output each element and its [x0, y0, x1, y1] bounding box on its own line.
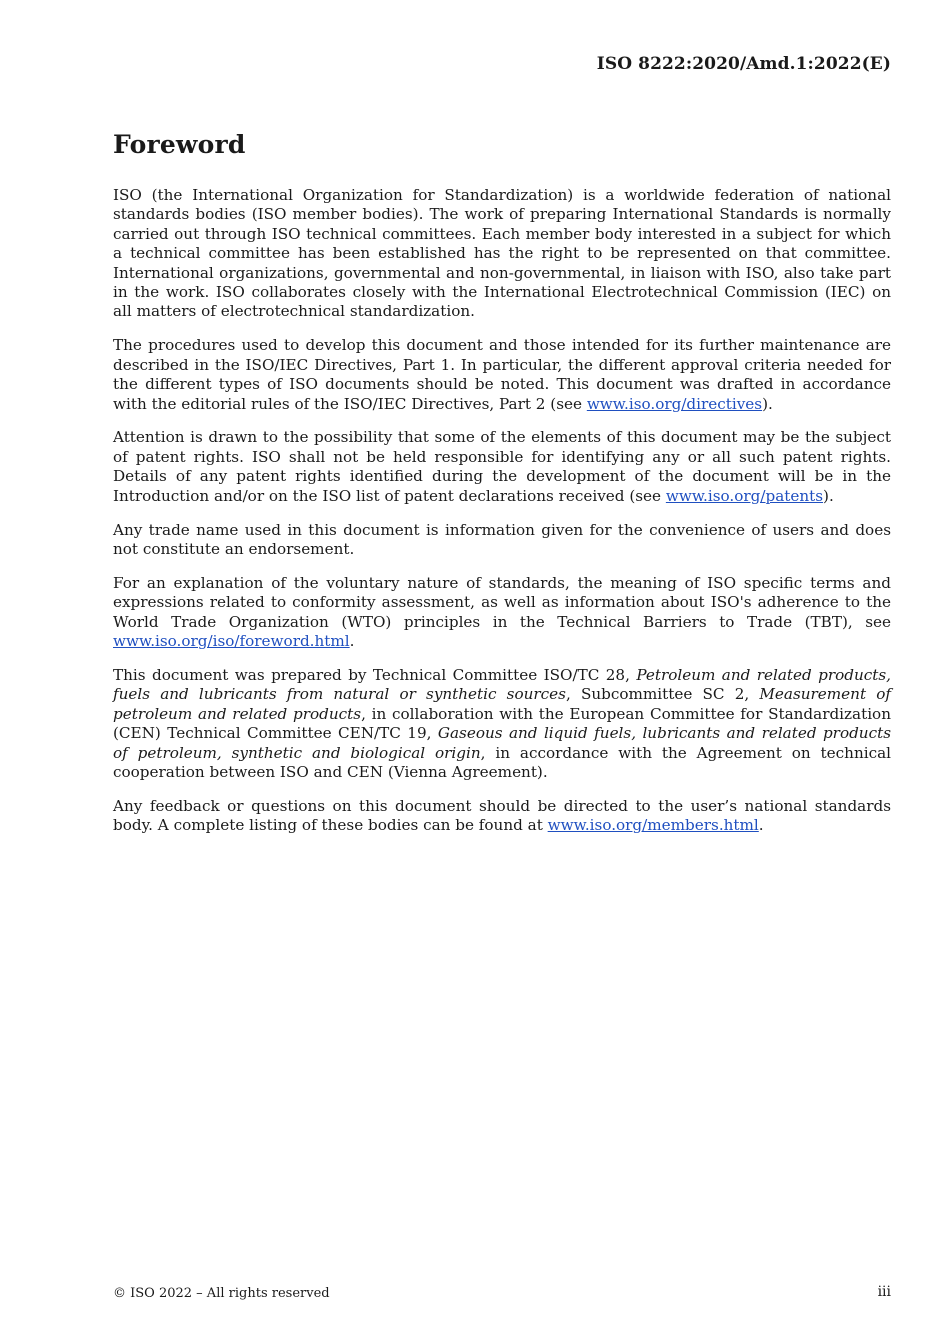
paragraph-text: , in collaboration with the European Committee for Standardization (CEN) Technical Committee CEN/TC 19, [113, 704, 891, 743]
paragraph-text: The procedures used to develop this document and those intended for its further maintenance are described in the ISO/IEC Directives, Part 1. In particular, the different approval criteria needed for the different types of ISO documents should be noted. This document was drafted in accordance with the editorial rules of the ISO/IEC Directives, Part 2 (see [113, 336, 891, 413]
paragraph-text: For an explanation of the voluntary nature of standards, the meaning of ISO specific terms and expressions related to conformity assessment, as well as information about ISO's adherence to the World Trade Organization (WTO) principles in the Technical Barriers to Trade (TBT), see [113, 573, 891, 631]
committee-title-tc28: Petroleum and related products, fuels and lubricants from natural or synthetic sources [113, 666, 891, 704]
paragraph-text: . [758, 816, 764, 835]
paragraph-procedures [113, 336, 891, 414]
paragraph-text: . [349, 632, 355, 651]
paragraph-iso-intro [113, 186, 891, 322]
foreword-link[interactable]: www.iso.org/iso/foreword.html [113, 632, 350, 651]
page-number: iii [877, 1284, 891, 1300]
members-link[interactable]: www.iso.org/members.html [547, 816, 759, 835]
paragraph-voluntary-nature [113, 574, 891, 652]
paragraph-text: Any trade name used in this document is information given for the convenience of users and does not constitute an endorsement. [113, 520, 891, 558]
paragraph-text: Attention is drawn to the possibility that some of the elements of this document may be the subject of patent rights. ISO shall not be held responsible for identifying any or all such patent rights. Details of any patent rights identified during the development of the document will be in the Introduction and/or on the ISO list of patent declarations received (see [113, 428, 891, 505]
paragraph-text: , Subcommittee SC 2, [565, 685, 760, 704]
committee-title-cen-tc19: Gaseous and liquid fuels, lubricants and related products of petroleum, synthetic and biological origin [113, 724, 891, 762]
paragraph-trade-name [113, 521, 891, 560]
copyright-notice: © ISO 2022 – All rights reserved [113, 1286, 330, 1301]
paragraph-text: Any feedback or questions on this document should be directed to the user’s national standards body. A complete listing of these bodies can be found at [113, 796, 891, 835]
paragraph-patents [113, 428, 891, 506]
directives-link[interactable]: www.iso.org/directives [586, 394, 763, 413]
paragraph-feedback [113, 797, 891, 836]
paragraph-text: ISO (the International Organization for Standardization) is a worldwide federation of national standards bodies (ISO member bodies). The work of preparing International Standards is normally carried out through ISO technical committees. Each member body interested in a subject for which a technical committee has been established has the right to be represented on that committee. International organizations, governmental and non-governmental, in liaison with ISO, also take part in the work. ISO collaborates closely with the International Electrotechnical Commission (IEC) on all matters of electrotechnical standardization. [113, 186, 891, 321]
subcommittee-title-sc2: Measurement of petroleum and related products [113, 685, 891, 723]
paragraph-committee [113, 666, 891, 782]
patents-link[interactable]: www.iso.org/patents [665, 486, 824, 505]
paragraph-text: , in accordance with the Agreement on technical cooperation between ISO and CEN (Vienna Agreement). [113, 743, 891, 782]
paragraph-text: ). [762, 394, 773, 413]
page-title: Foreword [113, 130, 246, 159]
foreword-body [113, 186, 891, 850]
paragraph-text: This document was prepared by Technical Committee ISO/TC 28, [113, 666, 637, 685]
document-id: ISO 8222:2020/Amd.1:2022(E) [596, 54, 891, 74]
paragraph-text: ). [823, 486, 834, 505]
